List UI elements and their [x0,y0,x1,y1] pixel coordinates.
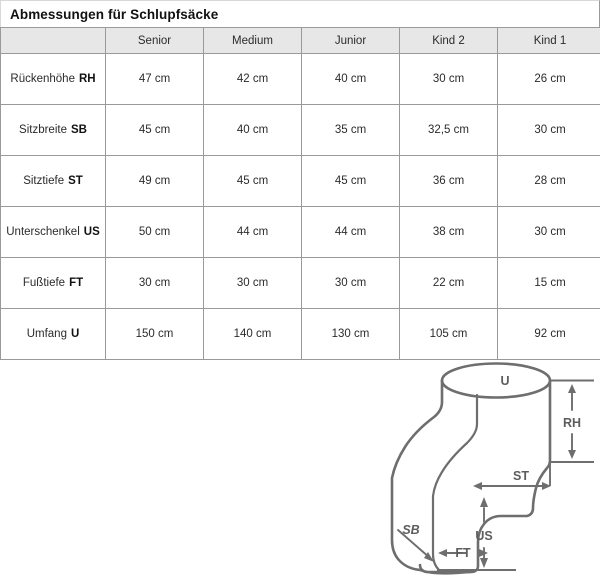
us-arrow-down-head [480,558,488,568]
cell-value: 30 cm [302,258,400,309]
cell-value: 150 cm [106,309,204,360]
cell-value: 26 cm [498,54,600,105]
sb-label: SB [402,523,420,537]
cell-value: 140 cm [204,309,302,360]
us-label: US [475,529,493,543]
cell-value: 47 cm [106,54,204,105]
cell-value: 92 cm [498,309,600,360]
table-header [1,28,600,54]
cell-value: 30 cm [106,258,204,309]
cell-value: 44 cm [302,207,400,258]
rh-label: RH [562,416,582,430]
column-header-junior: Junior [302,28,400,54]
row-abbr: US [83,226,100,238]
cell-value: 30 cm [498,207,600,258]
table-row [1,54,600,105]
cell-value: 45 cm [204,156,302,207]
cell-value: 130 cm [302,309,400,360]
row-abbr: FT [69,277,84,289]
row-abbr: SB [70,124,87,136]
row-name: Fußtiefe [22,277,66,289]
row-name: Unterschenkel [6,226,80,238]
row-label-unterschenkel [1,207,106,258]
cell-value: 50 cm [106,207,204,258]
cell-value: 32,5 cm [400,105,498,156]
cell-value: 30 cm [204,258,302,309]
cell-value: 40 cm [204,105,302,156]
table-header-row [1,28,600,54]
cell-value: 45 cm [106,105,204,156]
row-label-umfang [1,309,106,360]
row-name: Sitzbreite [19,124,67,136]
cell-value: 45 cm [302,156,400,207]
sack-top-opening [442,364,550,398]
row-abbr: ST [68,175,83,187]
cell-value: 44 cm [204,207,302,258]
st-arrow-left-head [473,482,482,490]
column-header-senior: Senior [106,28,204,54]
ft-label: FT [455,546,471,560]
rh-arrow-up-head [568,384,576,393]
table-row [1,207,600,258]
table-body [1,54,600,360]
row-name: Umfang [26,328,67,340]
cell-value: 40 cm [302,54,400,105]
cell-value: 35 cm [302,105,400,156]
sack-outer-left-edge [392,381,442,571]
cell-value: 42 cm [204,54,302,105]
row-name: Sitztiefe [23,175,65,187]
cell-value: 38 cm [400,207,498,258]
cell-value: 105 cm [400,309,498,360]
us-arrow-up-head [480,497,488,507]
cell-value: 30 cm [498,105,600,156]
row-name: Rückenhöhe [10,73,75,85]
cell-value: 28 cm [498,156,600,207]
cell-value: 36 cm [400,156,498,207]
ft-arrow-left-head [438,549,447,557]
row-abbr: U [70,328,80,340]
column-header-kind-1: Kind 1 [498,28,600,54]
page-title-bar [0,0,600,27]
row-label-sitztiefe [1,156,106,207]
table-row [1,258,600,309]
st-label: ST [513,469,529,483]
table-row [1,105,600,156]
column-header-medium: Medium [204,28,302,54]
sack-center-fold [433,395,477,570]
table-row [1,309,600,360]
row-abbr: RH [78,73,96,85]
page-title: Abmessungen für Schlupfsäcke [10,6,219,22]
column-header-kind-2: Kind 2 [400,28,498,54]
cell-value: 22 cm [400,258,498,309]
rh-arrow-down-head [568,450,576,459]
row-label-fusstiefe [1,258,106,309]
row-label-ruckenhohe [1,54,106,105]
dimensions-table [0,27,600,360]
table-corner-cell [1,28,106,54]
cell-value: 30 cm [400,54,498,105]
row-label-sitzbreite [1,105,106,156]
cell-value: 15 cm [498,258,600,309]
u-label: U [500,374,510,388]
sleeping-sack-diagram [318,358,600,575]
cell-value: 49 cm [106,156,204,207]
table-row [1,156,600,207]
